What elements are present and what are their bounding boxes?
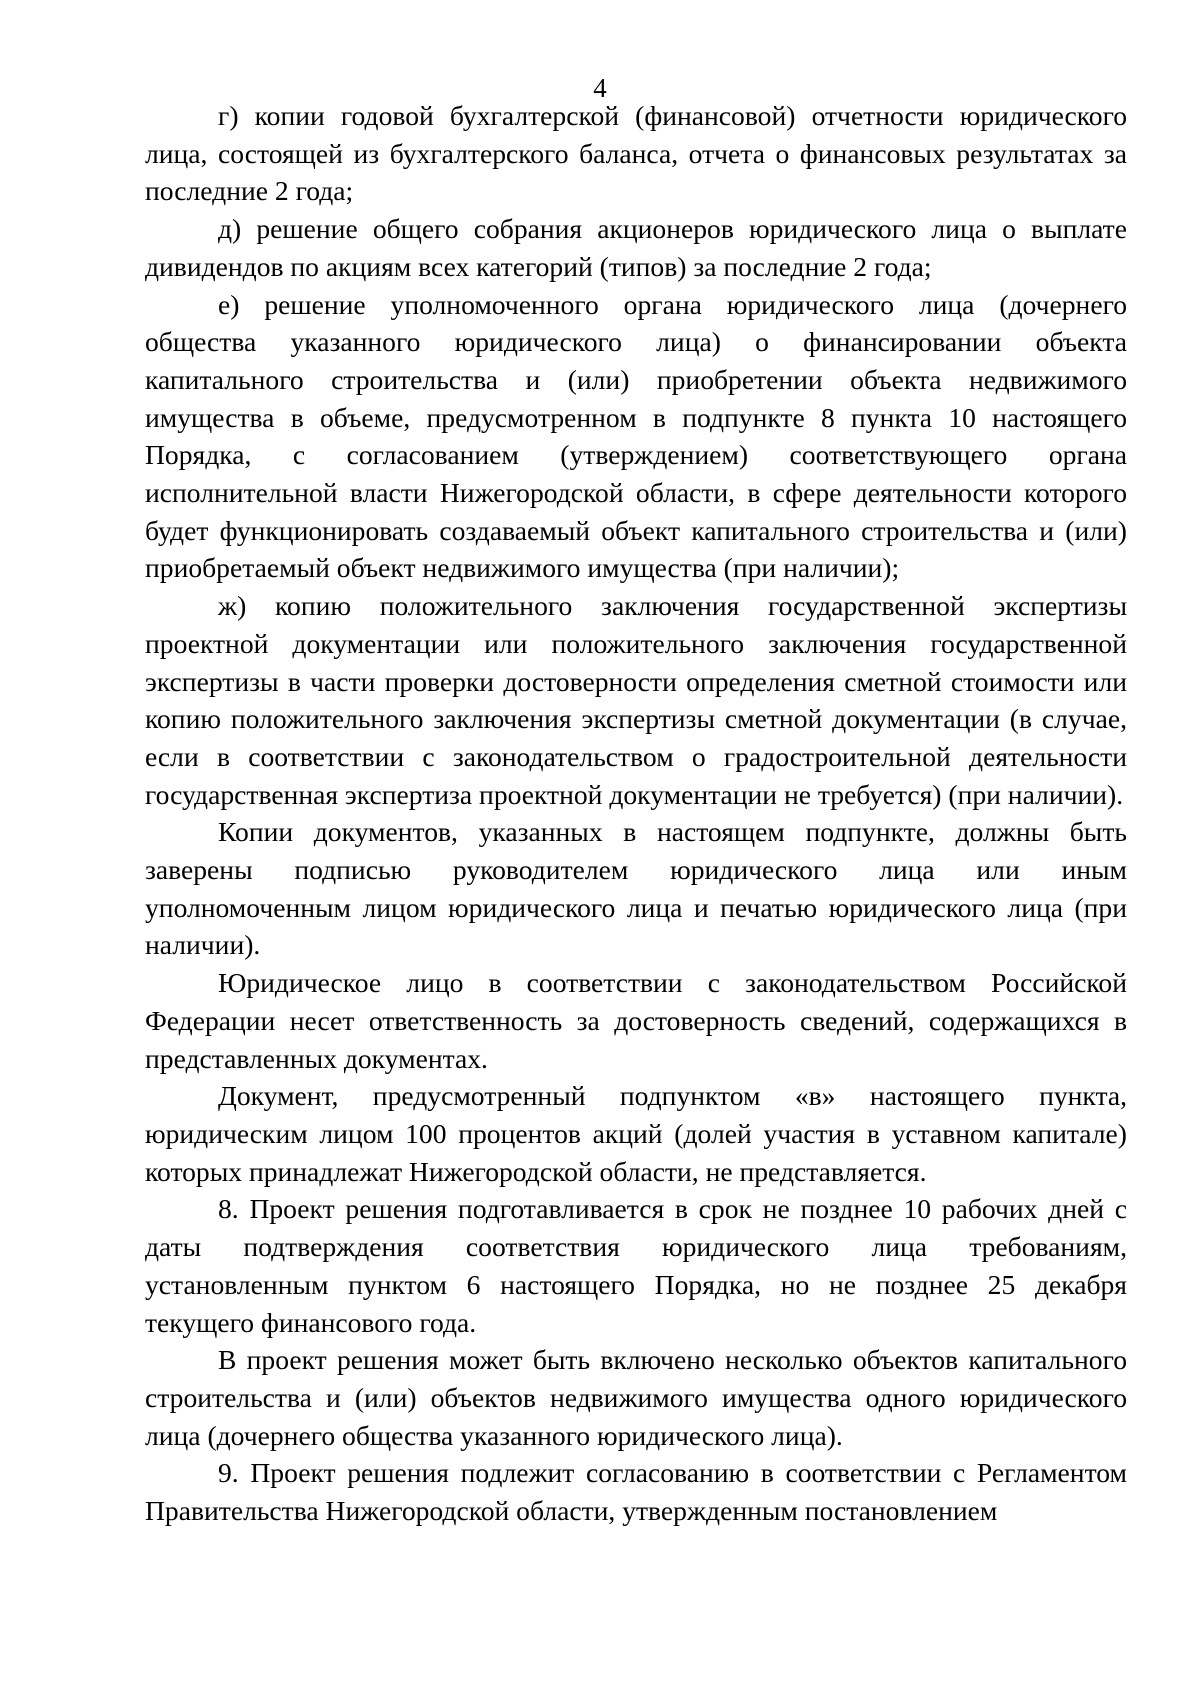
paragraph-certification-note: Копии документов, указанных в настоящем подпункте, должны быть заверены подписью руководителем юридического лица или иным уполномоченным лицом юридического лица и печатью юридического лица (при наличии). — [145, 816, 1127, 961]
document-body — [145, 97, 1127, 1530]
paragraph-responsibility-note: Юридическое лицо в соответствии с законодательством Российской Федерации несет ответственность за достоверность сведений, содержащихся в представленных документах. — [145, 967, 1127, 1074]
page-number: 4 — [593, 73, 607, 103]
paragraph-item-g: г) копии годовой бухгалтерской (финансовой) отчетности юридического лица, состоящей из бухгалтерского баланса, отчета о финансовых результатах за последние 2 года; — [145, 100, 1127, 207]
paragraph-multiple-objects: В проект решения может быть включено несколько объектов капитального строительства и (или) объектов недвижимого имущества одного юридического лица (дочернего общества указанного юридического лица). — [145, 1344, 1127, 1451]
paragraph-item-zh: ж) копию положительного заключения государственной экспертизы проектной документации или положительного заключения государственной экспертизы в части проверки достоверности определения сметной стоимости или копию положительного заключения экспертизы сметной документации (в случае, если в соответствии с законодательством о градостроительной деятельности государственная экспертиза проектной документации не требуется) (при наличии). — [145, 590, 1127, 810]
paragraph-clause-9: 9. Проект решения подлежит согласованию в соответствии с Регламентом Правительства Нижегородской области, утвержденным постановлением — [145, 1457, 1127, 1527]
paragraph-exemption-note: Документ, предусмотренный подпунктом «в» настоящего пункта, юридическим лицом 100 процентов акций (долей участия в уставном капитале) которых принадлежат Нижегородской области, не представляется. — [145, 1080, 1127, 1187]
paragraph-item-d: д) решение общего собрания акционеров юридического лица о выплате дивидендов по акциям всех категорий (типов) за последние 2 года; — [145, 213, 1127, 282]
paragraph-clause-8: 8. Проект решения подготавливается в срок не позднее 10 рабочих дней с даты подтверждения соответствия юридического лица требованиям, установленным пунктом 6 настоящего Порядка, но не позднее 25 декабря текущего финансового года. — [145, 1193, 1127, 1338]
paragraph-item-e: е) решение уполномоченного органа юридического лица (дочернего общества указанного юридического лица) о финансировании объекта капитального строительства и (или) приобретении объекта недвижимого имущества в объеме, предусмотренном в подпункте 8 пункта 10 настоящего Порядка, с согласованием (утверждением) соответствующего органа исполнительной власти Нижегородской области, в сфере деятельности которого будет функционировать создаваемый объект капитального строительства и (или) приобретаемый объект недвижимого имущества (при наличии); — [145, 288, 1127, 584]
